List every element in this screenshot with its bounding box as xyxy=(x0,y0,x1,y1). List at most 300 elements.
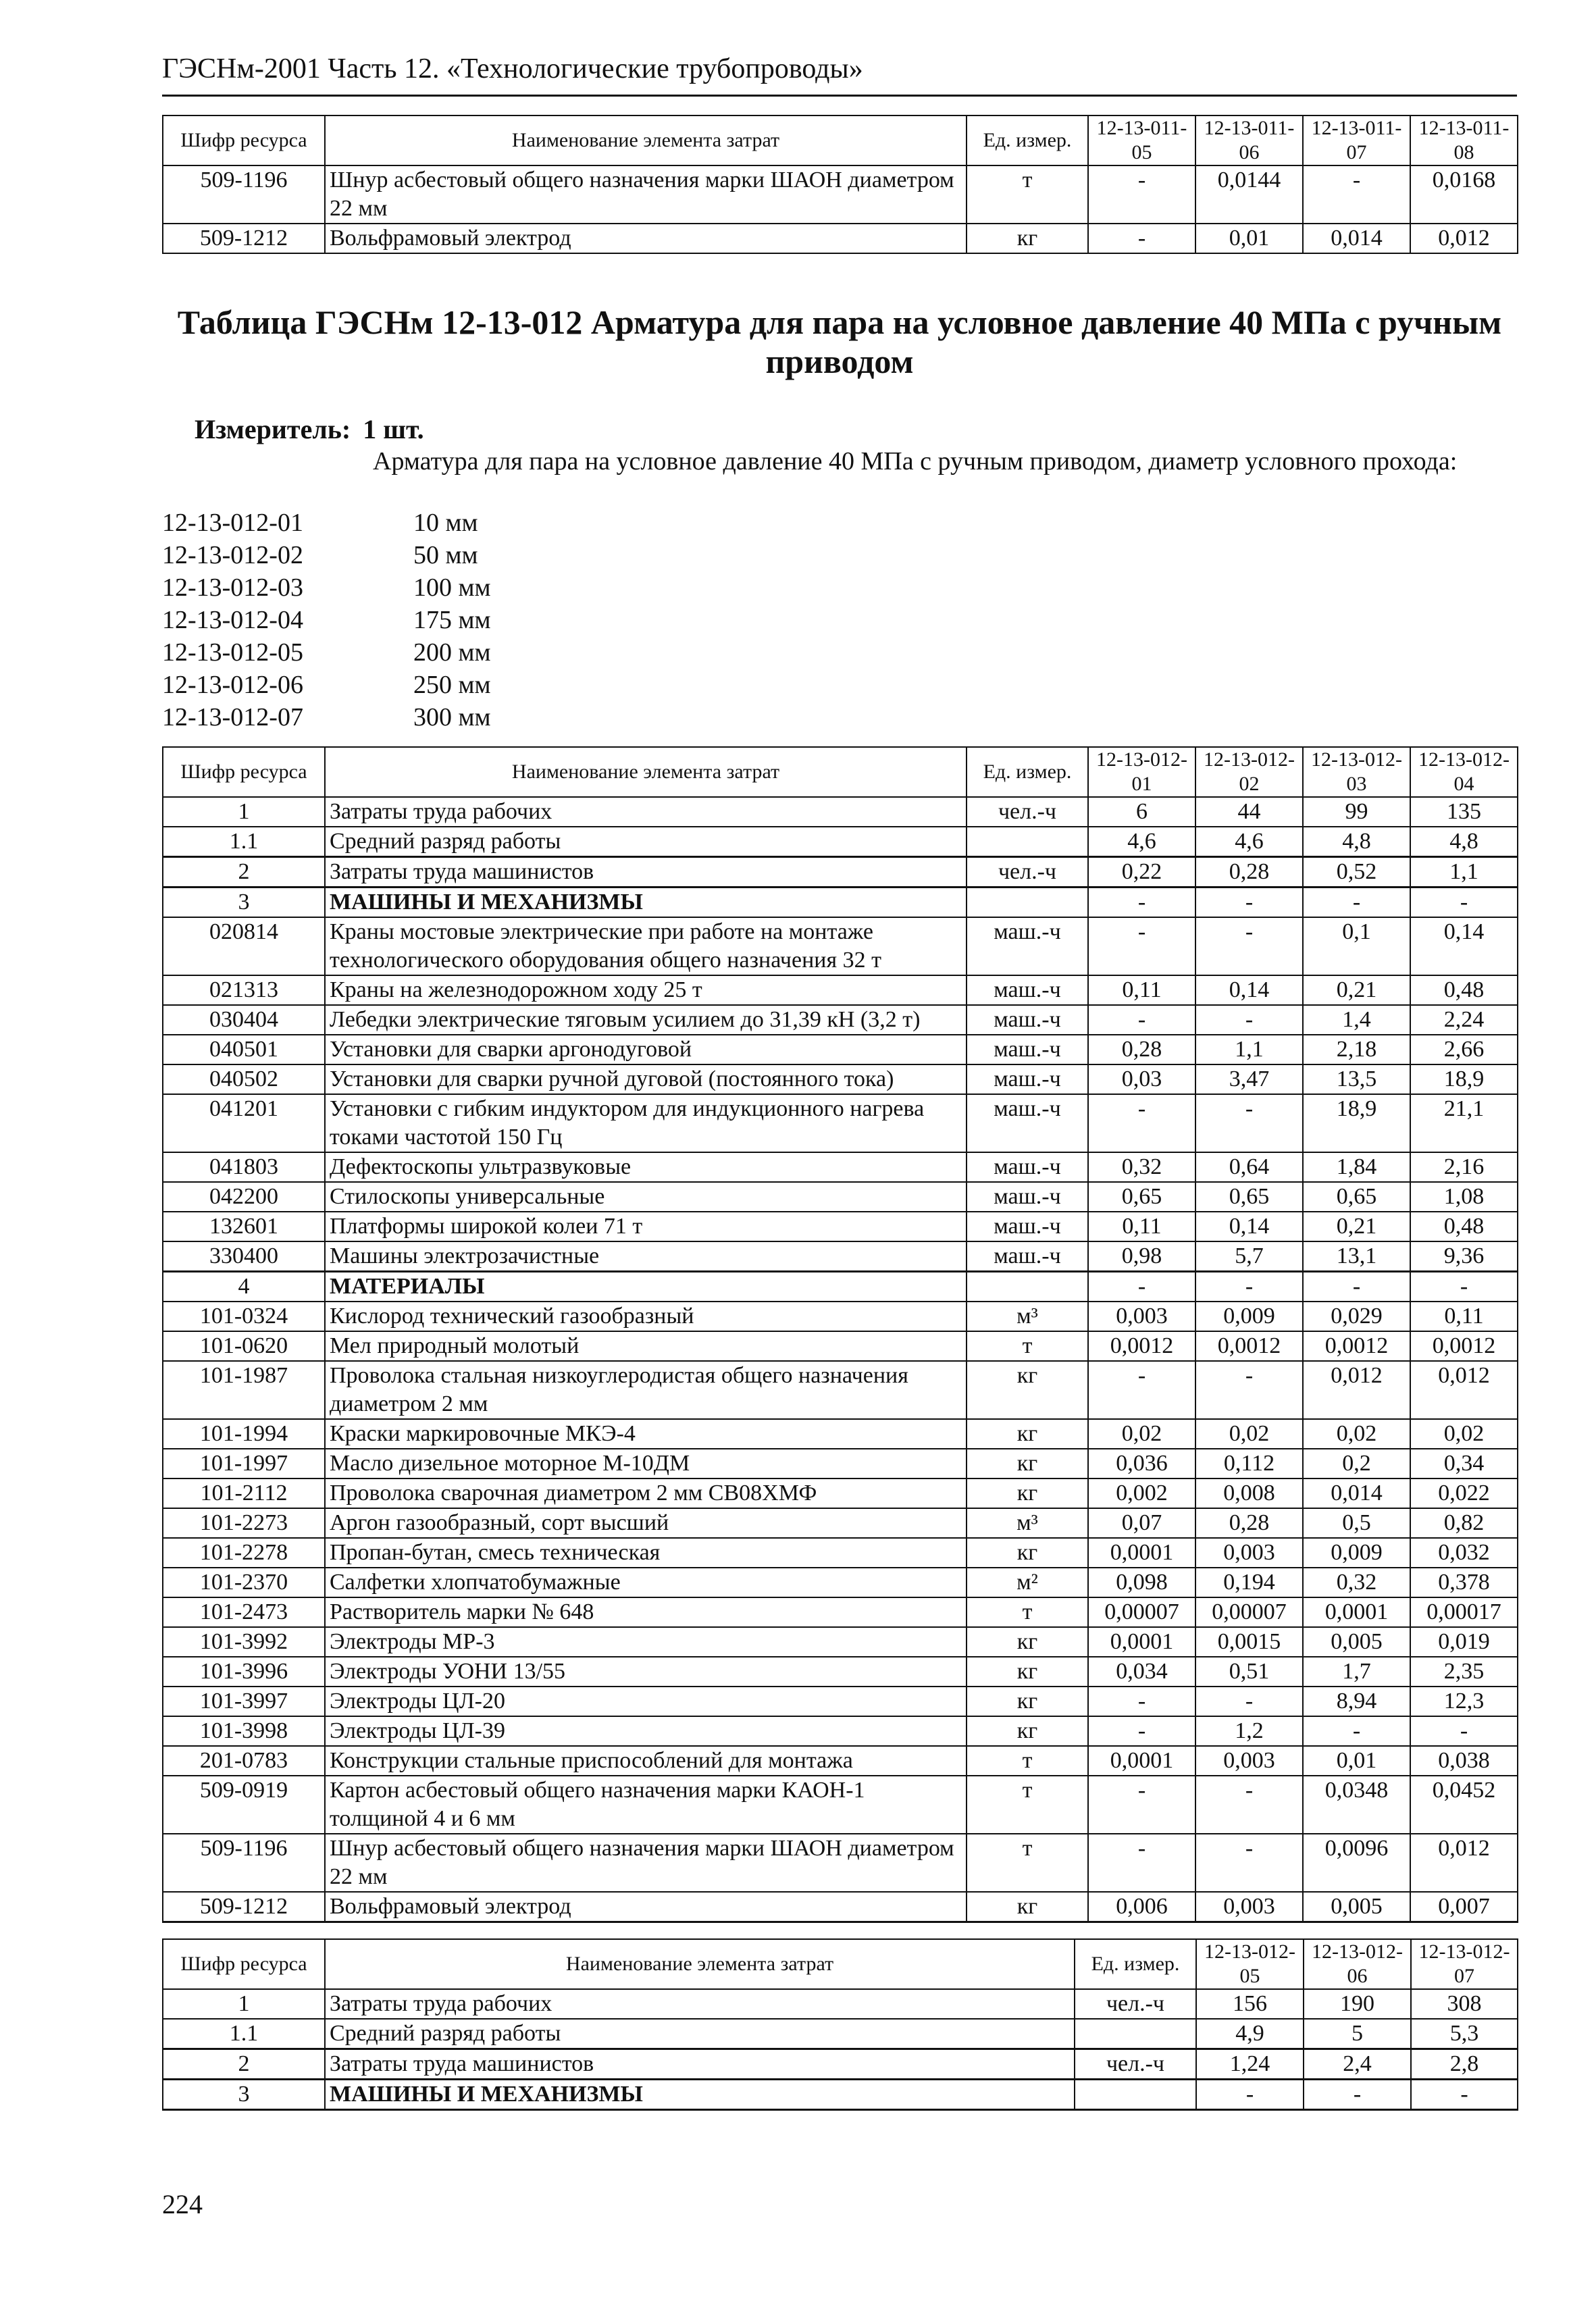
unit: т xyxy=(967,1834,1088,1892)
column-header: Шифр ресурса xyxy=(163,115,325,165)
norm-value: 0,98 xyxy=(1088,1241,1195,1272)
resource-code: 509-1196 xyxy=(163,165,325,224)
norm-value: 0,03 xyxy=(1088,1064,1195,1094)
resource-code: 021313 xyxy=(163,975,325,1005)
unit: кг xyxy=(967,224,1088,253)
column-header: Ед. измер. xyxy=(967,747,1088,797)
table-row xyxy=(163,1627,1518,1657)
norm-value: 1,84 xyxy=(1303,1152,1410,1182)
resource-code: 330400 xyxy=(163,1241,325,1272)
variant-item xyxy=(162,539,491,571)
resource-name: Электроды УОНИ 13/55 xyxy=(325,1657,967,1687)
norm-value: 4,8 xyxy=(1410,827,1518,857)
unit: т xyxy=(967,1331,1088,1361)
column-header: 12-13-012-06 xyxy=(1304,1939,1411,1989)
resource-name: Масло дизельное моторное М-10ДМ xyxy=(325,1449,967,1479)
unit: т xyxy=(967,165,1088,224)
variant-diameter: 10 мм xyxy=(413,509,478,537)
resource-code: 509-1212 xyxy=(163,1892,325,1922)
unit: маш.-ч xyxy=(967,1005,1088,1035)
norm-value: - xyxy=(1195,1094,1303,1152)
resource-code: 1 xyxy=(163,1989,325,2019)
norm-value: 0,65 xyxy=(1195,1182,1303,1212)
resource-code: 101-3992 xyxy=(163,1627,325,1657)
norm-value: - xyxy=(1410,1272,1518,1302)
variant-diameter: 50 мм xyxy=(413,541,478,569)
unit: маш.-ч xyxy=(967,1094,1088,1152)
norm-value: 0,034 xyxy=(1088,1657,1195,1687)
unit: маш.-ч xyxy=(967,917,1088,975)
table-row xyxy=(163,1508,1518,1538)
norm-value: 4,8 xyxy=(1303,827,1410,857)
norm-value: 5,7 xyxy=(1195,1241,1303,1272)
resource-name: Картон асбестовый общего назначения марки КАОН-1 толщиной 4 и 6 мм xyxy=(325,1776,967,1834)
resource-code: 101-0620 xyxy=(163,1331,325,1361)
norm-value: 3,47 xyxy=(1195,1064,1303,1094)
norm-value: 0,022 xyxy=(1410,1479,1518,1508)
norm-value: 0,002 xyxy=(1088,1479,1195,1508)
norm-value: 5 xyxy=(1304,2019,1411,2049)
unit: кг xyxy=(967,1892,1088,1922)
norm-value: 18,9 xyxy=(1303,1094,1410,1152)
resource-name: Машины электрозачистные xyxy=(325,1241,967,1272)
resource-code: 2 xyxy=(163,2049,325,2080)
norm-value: 0,65 xyxy=(1088,1182,1195,1212)
resource-code: 030404 xyxy=(163,1005,325,1035)
resource-name: Стилоскопы универсальные xyxy=(325,1182,967,1212)
resource-code: 1.1 xyxy=(163,827,325,857)
variant-code: 12-13-012-03 xyxy=(162,573,303,602)
norm-value: 44 xyxy=(1195,797,1303,827)
column-header: 12-13-012-07 xyxy=(1411,1939,1518,1989)
norm-value: - xyxy=(1195,888,1303,918)
norm-value: 0,0001 xyxy=(1088,1627,1195,1657)
norm-value: 0,64 xyxy=(1195,1152,1303,1182)
norm-value: - xyxy=(1303,1272,1410,1302)
norm-value: 0,005 xyxy=(1303,1892,1410,1922)
norm-value: - xyxy=(1303,1716,1410,1746)
norm-value: 0,012 xyxy=(1410,1361,1518,1419)
norm-value: 4,6 xyxy=(1088,827,1195,857)
resource-code: 041201 xyxy=(163,1094,325,1152)
norm-value: 0,28 xyxy=(1195,857,1303,888)
norm-value: 0,1 xyxy=(1303,917,1410,975)
table-row xyxy=(163,2080,1518,2110)
norm-value: - xyxy=(1195,1272,1303,1302)
resource-table-continued xyxy=(162,1938,1518,2111)
norm-value: 9,36 xyxy=(1410,1241,1518,1272)
resource-code: 132601 xyxy=(163,1212,325,1241)
resource-name: Растворитель марки № 648 xyxy=(325,1597,967,1627)
norm-value: 0,14 xyxy=(1195,975,1303,1005)
table-row xyxy=(163,1302,1518,1331)
norm-value: 2,8 xyxy=(1411,2049,1518,2080)
unit xyxy=(967,827,1088,857)
resource-name: МАШИНЫ И МЕХАНИЗМЫ xyxy=(325,2080,1075,2110)
resource-code: 509-1212 xyxy=(163,224,325,253)
column-header: Наименование элемента затрат xyxy=(325,115,967,165)
resource-code: 042200 xyxy=(163,1182,325,1212)
norm-value: 0,21 xyxy=(1303,1212,1410,1241)
resource-name: Электроды ЦЛ-20 xyxy=(325,1687,967,1716)
resource-code: 101-2278 xyxy=(163,1538,325,1568)
norm-value: 6 xyxy=(1088,797,1195,827)
norm-value: 0,82 xyxy=(1410,1508,1518,1538)
norm-value: 0,14 xyxy=(1410,917,1518,975)
norm-value: 0,0144 xyxy=(1195,165,1303,224)
table-row xyxy=(163,1005,1518,1035)
table-header-row xyxy=(163,115,1518,165)
norm-value: 0,003 xyxy=(1195,1538,1303,1568)
norm-value: 0,008 xyxy=(1195,1479,1303,1508)
norm-value: 0,11 xyxy=(1410,1302,1518,1331)
unit xyxy=(1075,2019,1196,2049)
resource-code: 101-3997 xyxy=(163,1687,325,1716)
norm-value: 0,32 xyxy=(1088,1152,1195,1182)
resource-code: 101-1987 xyxy=(163,1361,325,1419)
norm-value: - xyxy=(1088,888,1195,918)
unit: м³ xyxy=(967,1302,1088,1331)
norm-value: 0,0096 xyxy=(1303,1834,1410,1892)
norm-value: - xyxy=(1088,1834,1195,1892)
norm-value: 2,66 xyxy=(1410,1035,1518,1064)
norm-value: - xyxy=(1088,1005,1195,1035)
resource-name: Проволока сварочная диаметром 2 мм СВ08ХМФ xyxy=(325,1479,967,1508)
variant-item xyxy=(162,507,491,539)
norm-value: 1,2 xyxy=(1195,1716,1303,1746)
norm-value: - xyxy=(1195,1776,1303,1834)
variant-list xyxy=(162,507,491,734)
resource-name: Лебедки электрические тяговым усилием до 31,39 кН (3,2 т) xyxy=(325,1005,967,1035)
table-row xyxy=(163,1449,1518,1479)
resource-name: Салфетки хлопчатобумажные xyxy=(325,1568,967,1597)
norm-value: 8,94 xyxy=(1303,1687,1410,1716)
norm-value: 0,029 xyxy=(1303,1302,1410,1331)
table-row xyxy=(163,1716,1518,1746)
norm-value: 0,012 xyxy=(1303,1361,1410,1419)
unit: кг xyxy=(967,1479,1088,1508)
resource-name: Краны на железнодорожном ходу 25 т xyxy=(325,975,967,1005)
unit: маш.-ч xyxy=(967,1152,1088,1182)
norm-value: 0,02 xyxy=(1303,1419,1410,1449)
norm-value: 2,4 xyxy=(1304,2049,1411,2080)
resource-name: Установки для сварки аргонодуговой xyxy=(325,1035,967,1064)
unit: чел.-ч xyxy=(1075,1989,1196,2019)
norm-value: 0,14 xyxy=(1195,1212,1303,1241)
header-divider xyxy=(162,95,1517,97)
resource-code: 101-2273 xyxy=(163,1508,325,1538)
column-header: 12-13-012-01 xyxy=(1088,747,1195,797)
table-row xyxy=(163,1094,1518,1152)
norm-value: 2,24 xyxy=(1410,1005,1518,1035)
norm-value: - xyxy=(1088,917,1195,975)
norm-value: - xyxy=(1410,888,1518,918)
table-row xyxy=(163,1035,1518,1064)
norm-value: 0,0012 xyxy=(1088,1331,1195,1361)
unit: кг xyxy=(967,1716,1088,1746)
norm-value: - xyxy=(1196,2080,1304,2110)
running-header: ГЭСНм-2001 Часть 12. «Технологические трубопроводы» xyxy=(162,53,863,84)
norm-value: - xyxy=(1088,1716,1195,1746)
unit: кг xyxy=(967,1687,1088,1716)
norm-value: 0,0001 xyxy=(1303,1597,1410,1627)
norm-value: 0,07 xyxy=(1088,1508,1195,1538)
norm-value: 0,0012 xyxy=(1195,1331,1303,1361)
unit: т xyxy=(967,1776,1088,1834)
variant-code: 12-13-012-04 xyxy=(162,606,303,634)
table-row xyxy=(163,857,1518,888)
norm-value: 21,1 xyxy=(1410,1094,1518,1152)
table-row xyxy=(163,1182,1518,1212)
table-row xyxy=(163,1597,1518,1627)
resource-name: Аргон газообразный, сорт высший xyxy=(325,1508,967,1538)
norm-value: 0,003 xyxy=(1195,1892,1303,1922)
norm-value: 0,0168 xyxy=(1410,165,1518,224)
variant-item xyxy=(162,604,491,636)
norm-value: - xyxy=(1195,1005,1303,1035)
table-header-row xyxy=(163,747,1518,797)
unit: кг xyxy=(967,1449,1088,1479)
norm-value: 0,02 xyxy=(1410,1419,1518,1449)
norm-value: 135 xyxy=(1410,797,1518,827)
unit: маш.-ч xyxy=(967,1035,1088,1064)
variant-item xyxy=(162,571,491,604)
norm-value: - xyxy=(1195,1361,1303,1419)
norm-value: 0,11 xyxy=(1088,975,1195,1005)
variant-code: 12-13-012-06 xyxy=(162,671,303,699)
norm-value: 0,0001 xyxy=(1088,1746,1195,1776)
norm-value: - xyxy=(1303,888,1410,918)
norm-value: 0,009 xyxy=(1303,1538,1410,1568)
norm-value: 0,52 xyxy=(1303,857,1410,888)
resource-code: 101-2370 xyxy=(163,1568,325,1597)
resource-code: 1.1 xyxy=(163,2019,325,2049)
resource-name: Установки с гибким индуктором для индукционного нагрева токами частотой 150 Гц xyxy=(325,1094,967,1152)
resource-name: Средний разряд работы xyxy=(325,2019,1075,2049)
norm-value: 0,098 xyxy=(1088,1568,1195,1597)
table-row xyxy=(163,797,1518,827)
table-row xyxy=(163,2049,1518,2080)
norm-value: 0,006 xyxy=(1088,1892,1195,1922)
resource-code: 1 xyxy=(163,797,325,827)
norm-value: - xyxy=(1410,1716,1518,1746)
resource-name: Шнур асбестовый общего назначения марки ШАОН диаметром 22 мм xyxy=(325,1834,967,1892)
norm-value: 0,01 xyxy=(1195,224,1303,253)
column-header: 12-13-012-03 xyxy=(1303,747,1410,797)
norm-value: - xyxy=(1088,1687,1195,1716)
norm-value: 0,0452 xyxy=(1410,1776,1518,1834)
resource-name: Средний разряд работы xyxy=(325,827,967,857)
unit: т xyxy=(967,1746,1088,1776)
norm-value: 0,11 xyxy=(1088,1212,1195,1241)
norm-value: 156 xyxy=(1196,1989,1304,2019)
norm-value: 0,48 xyxy=(1410,1212,1518,1241)
resource-name: Краски маркировочные МКЭ-4 xyxy=(325,1419,967,1449)
norm-value: 0,378 xyxy=(1410,1568,1518,1597)
table-row xyxy=(163,1776,1518,1834)
resource-name: Установки для сварки ручной дуговой (постоянного тока) xyxy=(325,1064,967,1094)
norm-value: 0,0012 xyxy=(1410,1331,1518,1361)
norm-value: 0,0012 xyxy=(1303,1331,1410,1361)
unit: маш.-ч xyxy=(967,1241,1088,1272)
column-header: 12-13-011-05 xyxy=(1088,115,1195,165)
variant-item xyxy=(162,701,491,734)
resource-code: 101-1997 xyxy=(163,1449,325,1479)
norm-value: 1,1 xyxy=(1410,857,1518,888)
resource-name: Вольфрамовый электрод xyxy=(325,224,967,253)
variant-diameter: 100 мм xyxy=(413,573,491,602)
resource-name: Конструкции стальные приспособлений для монтажа xyxy=(325,1746,967,1776)
norm-value: 0,194 xyxy=(1195,1568,1303,1597)
variant-code: 12-13-012-05 xyxy=(162,638,303,667)
table-row xyxy=(163,1687,1518,1716)
norm-value: 0,012 xyxy=(1410,224,1518,253)
resource-name: Шнур асбестовый общего назначения марки ШАОН диаметром 22 мм xyxy=(325,165,967,224)
column-header: Наименование элемента затрат xyxy=(325,747,967,797)
norm-value: 0,007 xyxy=(1410,1892,1518,1922)
norm-value: 2,18 xyxy=(1303,1035,1410,1064)
norm-value: 1,4 xyxy=(1303,1005,1410,1035)
norm-value: 0,65 xyxy=(1303,1182,1410,1212)
resource-name: Вольфрамовый электрод xyxy=(325,1892,967,1922)
unit xyxy=(967,1272,1088,1302)
resource-name: Проволока стальная низкоуглеродистая общего назначения диаметром 2 мм xyxy=(325,1361,967,1419)
norm-value: 13,1 xyxy=(1303,1241,1410,1272)
column-header: Шифр ресурса xyxy=(163,747,325,797)
unit: т xyxy=(967,1597,1088,1627)
variant-code: 12-13-012-07 xyxy=(162,703,303,731)
table-row xyxy=(163,1834,1518,1892)
meter-value: 1 шт. xyxy=(363,414,424,444)
norm-value: 18,9 xyxy=(1410,1064,1518,1094)
resource-name: Платформы широкой колеи 71 т xyxy=(325,1212,967,1241)
work-description: Арматура для пара на условное давление 40 МПа с ручным приводом, диаметр условного прохода: xyxy=(373,447,1458,475)
resource-code: 101-3998 xyxy=(163,1716,325,1746)
norm-value: - xyxy=(1195,1834,1303,1892)
resource-code: 040502 xyxy=(163,1064,325,1094)
norm-value: 0,01 xyxy=(1303,1746,1410,1776)
norm-value: 13,5 xyxy=(1303,1064,1410,1094)
resource-code: 101-1994 xyxy=(163,1419,325,1449)
norm-value: - xyxy=(1088,1094,1195,1152)
table-row xyxy=(163,1989,1518,2019)
resource-name: Затраты труда машинистов xyxy=(325,2049,1075,2080)
norm-value: 0,032 xyxy=(1410,1538,1518,1568)
norm-value: 0,009 xyxy=(1195,1302,1303,1331)
meter-label: Измеритель: xyxy=(195,414,351,444)
unit xyxy=(967,888,1088,918)
column-header: 12-13-011-08 xyxy=(1410,115,1518,165)
norm-value: 0,036 xyxy=(1088,1449,1195,1479)
unit: м² xyxy=(967,1568,1088,1597)
norm-value: 190 xyxy=(1304,1989,1411,2019)
norm-value: 5,3 xyxy=(1411,2019,1518,2049)
variant-diameter: 250 мм xyxy=(413,671,491,699)
norm-value: 1,1 xyxy=(1195,1035,1303,1064)
unit xyxy=(1075,2080,1196,2110)
norm-value: 0,51 xyxy=(1195,1657,1303,1687)
norm-value: 0,00017 xyxy=(1410,1597,1518,1627)
norm-value: 0,21 xyxy=(1303,975,1410,1005)
resource-name: Кислород технический газообразный xyxy=(325,1302,967,1331)
variant-diameter: 300 мм xyxy=(413,703,491,731)
table-row xyxy=(163,1657,1518,1687)
norm-value: 4,9 xyxy=(1196,2019,1304,2049)
column-header: 12-13-012-05 xyxy=(1196,1939,1304,1989)
norm-value: 0,112 xyxy=(1195,1449,1303,1479)
norm-value: 2,35 xyxy=(1410,1657,1518,1687)
unit: маш.-ч xyxy=(967,1212,1088,1241)
norm-value: 0,005 xyxy=(1303,1627,1410,1657)
variant-diameter: 200 мм xyxy=(413,638,491,667)
norm-value: 4,6 xyxy=(1195,827,1303,857)
norm-value: 2,16 xyxy=(1410,1152,1518,1182)
table-row xyxy=(163,1272,1518,1302)
norm-value: 0,0001 xyxy=(1088,1538,1195,1568)
norm-value: - xyxy=(1195,917,1303,975)
column-header: 12-13-011-07 xyxy=(1303,115,1410,165)
resource-name: Краны мостовые электрические при работе на монтаже технологического оборудования общего назначения 32 т xyxy=(325,917,967,975)
norm-value: 0,012 xyxy=(1410,1834,1518,1892)
norm-value: 0,22 xyxy=(1088,857,1195,888)
column-header: Наименование элемента затрат xyxy=(325,1939,1075,1989)
table-row xyxy=(163,1538,1518,1568)
table-row xyxy=(163,1212,1518,1241)
norm-value: 0,34 xyxy=(1410,1449,1518,1479)
table-row xyxy=(163,1152,1518,1182)
norm-value: 0,5 xyxy=(1303,1508,1410,1538)
resource-name: МАШИНЫ И МЕХАНИЗМЫ xyxy=(325,888,967,918)
table-row xyxy=(163,1892,1518,1922)
norm-value: 0,0015 xyxy=(1195,1627,1303,1657)
table-row xyxy=(163,1746,1518,1776)
resource-code: 4 xyxy=(163,1272,325,1302)
norm-value: 0,0348 xyxy=(1303,1776,1410,1834)
resource-code: 020814 xyxy=(163,917,325,975)
norm-value: 0,2 xyxy=(1303,1449,1410,1479)
norm-value: 0,014 xyxy=(1303,224,1410,253)
resource-code: 101-0324 xyxy=(163,1302,325,1331)
table-row xyxy=(163,1361,1518,1419)
norm-value: - xyxy=(1303,165,1410,224)
norm-value: 1,7 xyxy=(1303,1657,1410,1687)
unit: маш.-ч xyxy=(967,975,1088,1005)
norm-value: 0,014 xyxy=(1303,1479,1410,1508)
resource-name: МАТЕРИАЛЫ xyxy=(325,1272,967,1302)
table-row xyxy=(163,827,1518,857)
norm-value: 99 xyxy=(1303,797,1410,827)
column-header: Ед. измер. xyxy=(967,115,1088,165)
norm-value: 1,24 xyxy=(1196,2049,1304,2080)
resource-table xyxy=(162,746,1518,1923)
norm-value: 0,00007 xyxy=(1195,1597,1303,1627)
norm-value: 0,038 xyxy=(1410,1746,1518,1776)
table-row xyxy=(163,165,1518,224)
norm-value: - xyxy=(1088,165,1195,224)
table-row xyxy=(163,1419,1518,1449)
resource-name: Электроды МР-3 xyxy=(325,1627,967,1657)
resource-code: 041803 xyxy=(163,1152,325,1182)
norm-value: 0,003 xyxy=(1195,1746,1303,1776)
table-row xyxy=(163,917,1518,975)
column-header: 12-13-011-06 xyxy=(1195,115,1303,165)
norm-value: 0,003 xyxy=(1088,1302,1195,1331)
column-header: 12-13-012-02 xyxy=(1195,747,1303,797)
norm-value: - xyxy=(1088,1361,1195,1419)
norm-value: - xyxy=(1088,224,1195,253)
resource-code: 3 xyxy=(163,2080,325,2110)
table-row xyxy=(163,224,1518,253)
